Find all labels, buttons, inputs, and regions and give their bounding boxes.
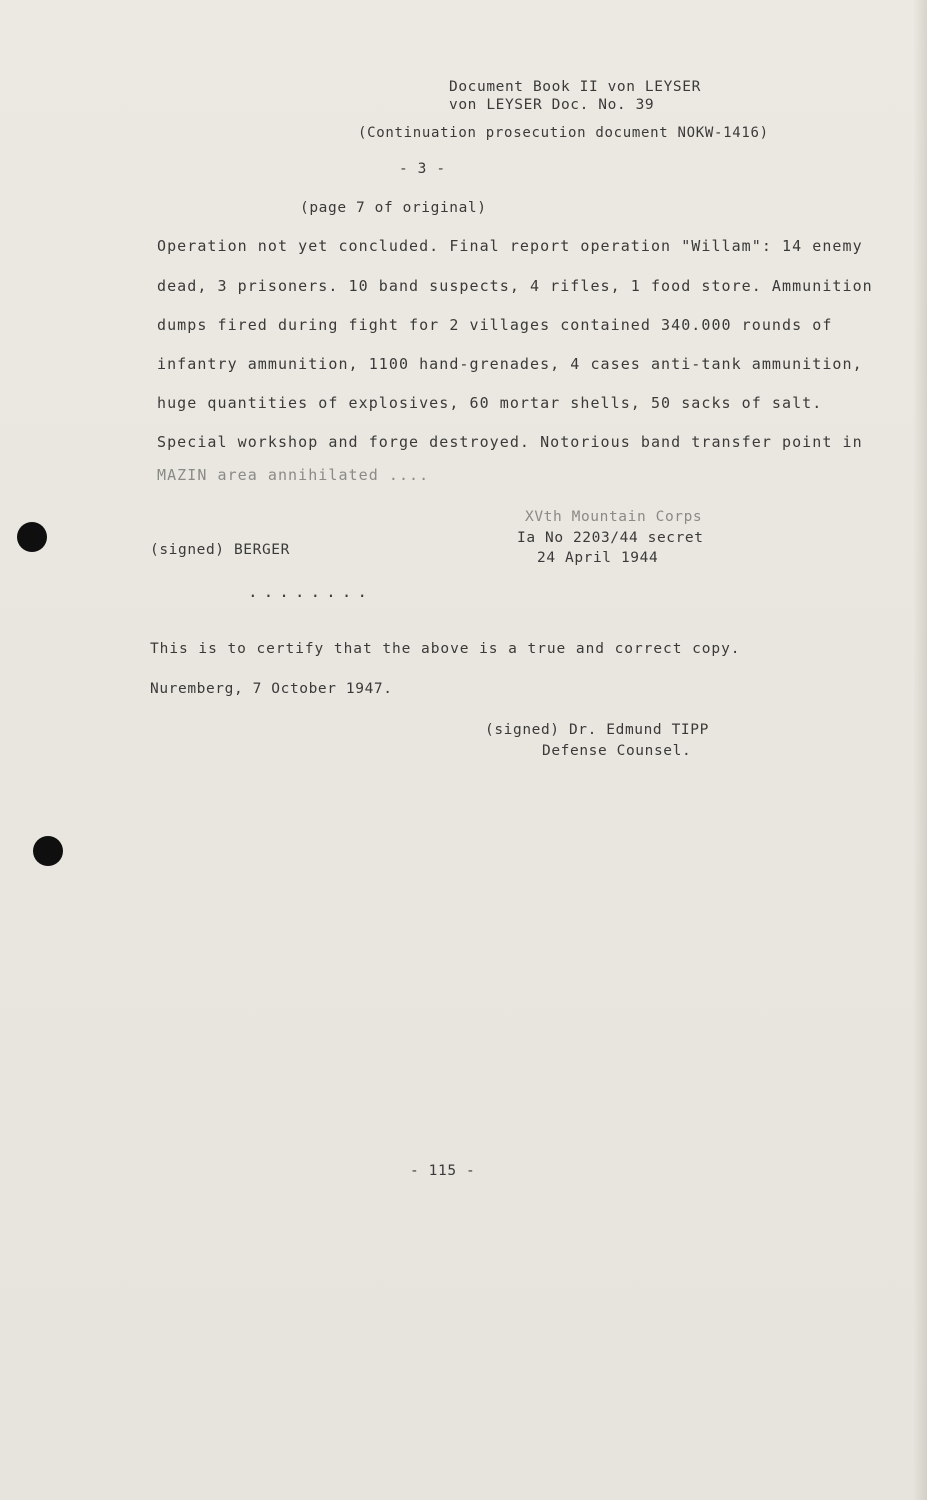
punch-hole-lower <box>33 836 63 866</box>
body-line: huge quantities of explosives, 60 mortar shells, 50 sacks of salt. <box>157 394 823 412</box>
body-line: dead, 3 prisoners. 10 band suspects, 4 rifles, 1 food store. Ammunition <box>157 277 873 295</box>
punch-hole-upper <box>17 522 47 552</box>
certification-place-date: Nuremberg, 7 October 1947. <box>150 681 393 697</box>
body-line: dumps fired during fight for 2 villages contained 340.000 rounds of <box>157 316 833 334</box>
unit-reference: Ia No 2203/44 secret <box>517 530 704 546</box>
signature-berger: (signed) BERGER <box>150 542 290 558</box>
unit-name: XVth Mountain Corps <box>525 509 703 525</box>
certification-statement: This is to certify that the above is a true and correct copy. <box>150 641 741 657</box>
paper-edge <box>913 0 927 1500</box>
unit-date: 24 April 1944 <box>537 550 659 566</box>
header-continuation: (Continuation prosecution document NOKW-1416) <box>358 125 769 141</box>
counsel-signature: (signed) Dr. Edmund TIPP <box>485 722 709 738</box>
body-line: MAZIN area annihilated .... <box>157 466 430 484</box>
footer-page-number: - 115 - <box>410 1163 476 1179</box>
header-doc-number: von LEYSER Doc. No. 39 <box>449 97 655 113</box>
page-marker: - 3 - <box>399 161 446 177</box>
header-document-book: Document Book II von LEYSER <box>449 79 701 95</box>
original-page-ref: (page 7 of original) <box>300 200 487 216</box>
counsel-title: Defense Counsel. <box>542 743 692 759</box>
body-line: Special workshop and forge destroyed. Notorious band transfer point in <box>157 433 863 451</box>
body-line: infantry ammunition, 1100 hand-grenades, 4 cases anti-tank ammunition, <box>157 355 863 373</box>
separator-dots: ........ <box>248 582 374 601</box>
body-line: Operation not yet concluded. Final report operation "Willam": 14 enemy <box>157 237 863 255</box>
